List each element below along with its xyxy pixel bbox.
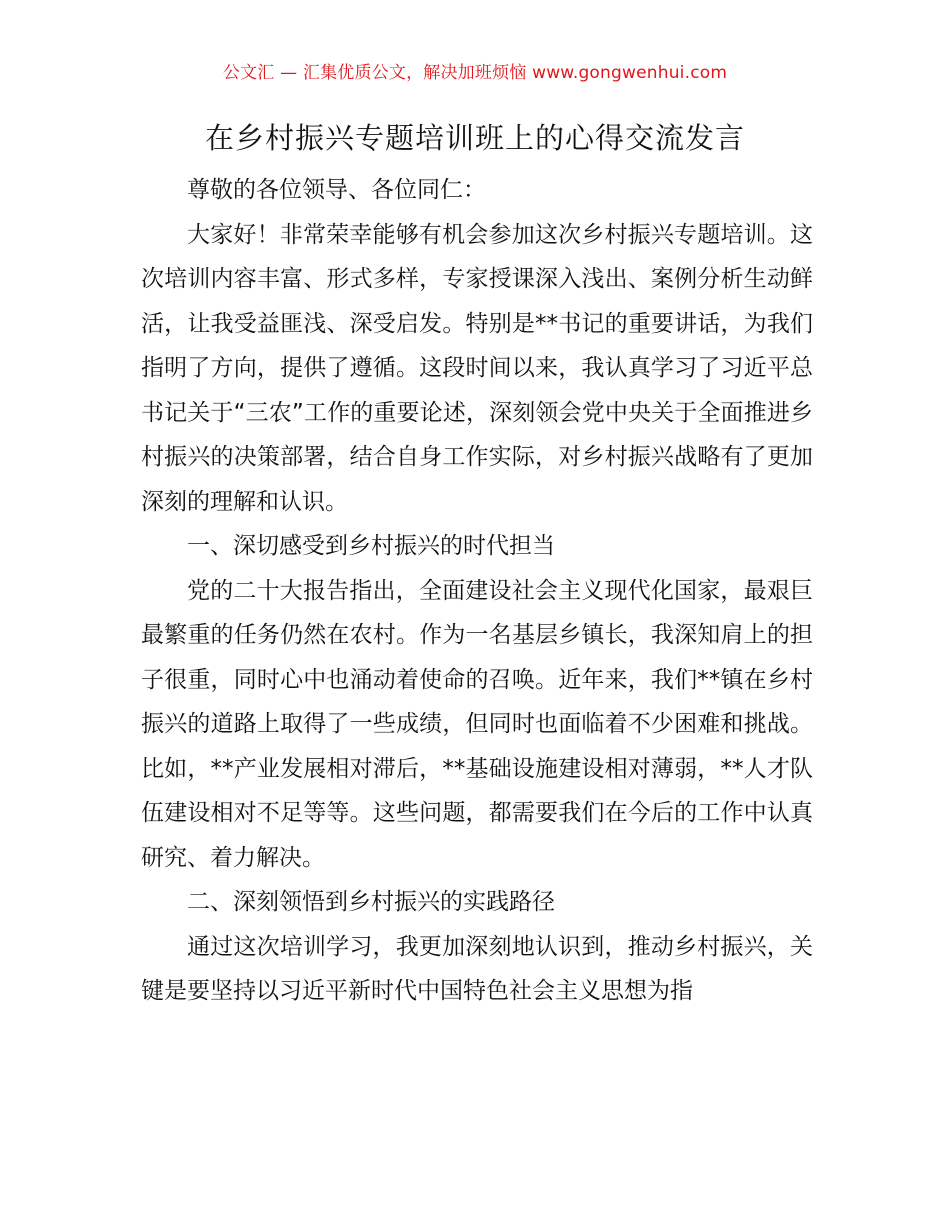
document-title: 在乡村振兴专题培训班上的心得交流发言 — [204, 121, 745, 155]
section-heading-2: 二、深刻领悟到乡村振兴的实践路径 — [187, 889, 555, 915]
section-heading-1: 一、深切感受到乡村振兴的时代担当 — [187, 533, 555, 559]
salutation: 尊敬的各位领导、各位同仁： — [187, 177, 486, 203]
paragraph-section-2: 通过这次培训学习，我更加深刻地认识到，推动乡村振兴，关键是要坚持以习近平新时代中国特色社会主义思想为指 — [141, 933, 813, 1004]
paragraph-section-1: 党的二十大报告指出，全面建设社会主义现代化国家，最艰巨最繁重的任务仍然在农村。作为一名基层乡镇长，我深知肩上的担子很重，同时心中也涌动着使命的召唤。近年来，我们**镇在乡村振兴的道路上取得了一些成绩，但同时也面临着不少困难和挑战。比如，**产业发展相对滞后，**基础设施建设相对薄弱，**人才队伍建设相对不足等等。这些问题，都需要我们在今后的工作中认真研究、着力解决。 — [141, 577, 813, 871]
site-banner: 公文汇 — 汇集优质公文，解决加班烦恼 www.gongwenhui.com — [222, 63, 728, 83]
paragraph-intro: 大家好！非常荣幸能够有机会参加这次乡村振兴专题培训。这次培训内容丰富、形式多样，专家授课深入浅出、案例分析生动鲜活，让我受益匪浅、深受启发。特别是**书记的重要讲话，为我们指明了方向，提供了遵循。这段时间以来，我认真学习了习近平总书记关于“三农”工作的重要论述，深刻领会党中央关于全面推进乡村振兴的决策部署，结合自身工作实际，对乡村振兴战略有了更加深刻的理解和认识。 — [141, 221, 813, 515]
document-body — [141, 168, 813, 1014]
